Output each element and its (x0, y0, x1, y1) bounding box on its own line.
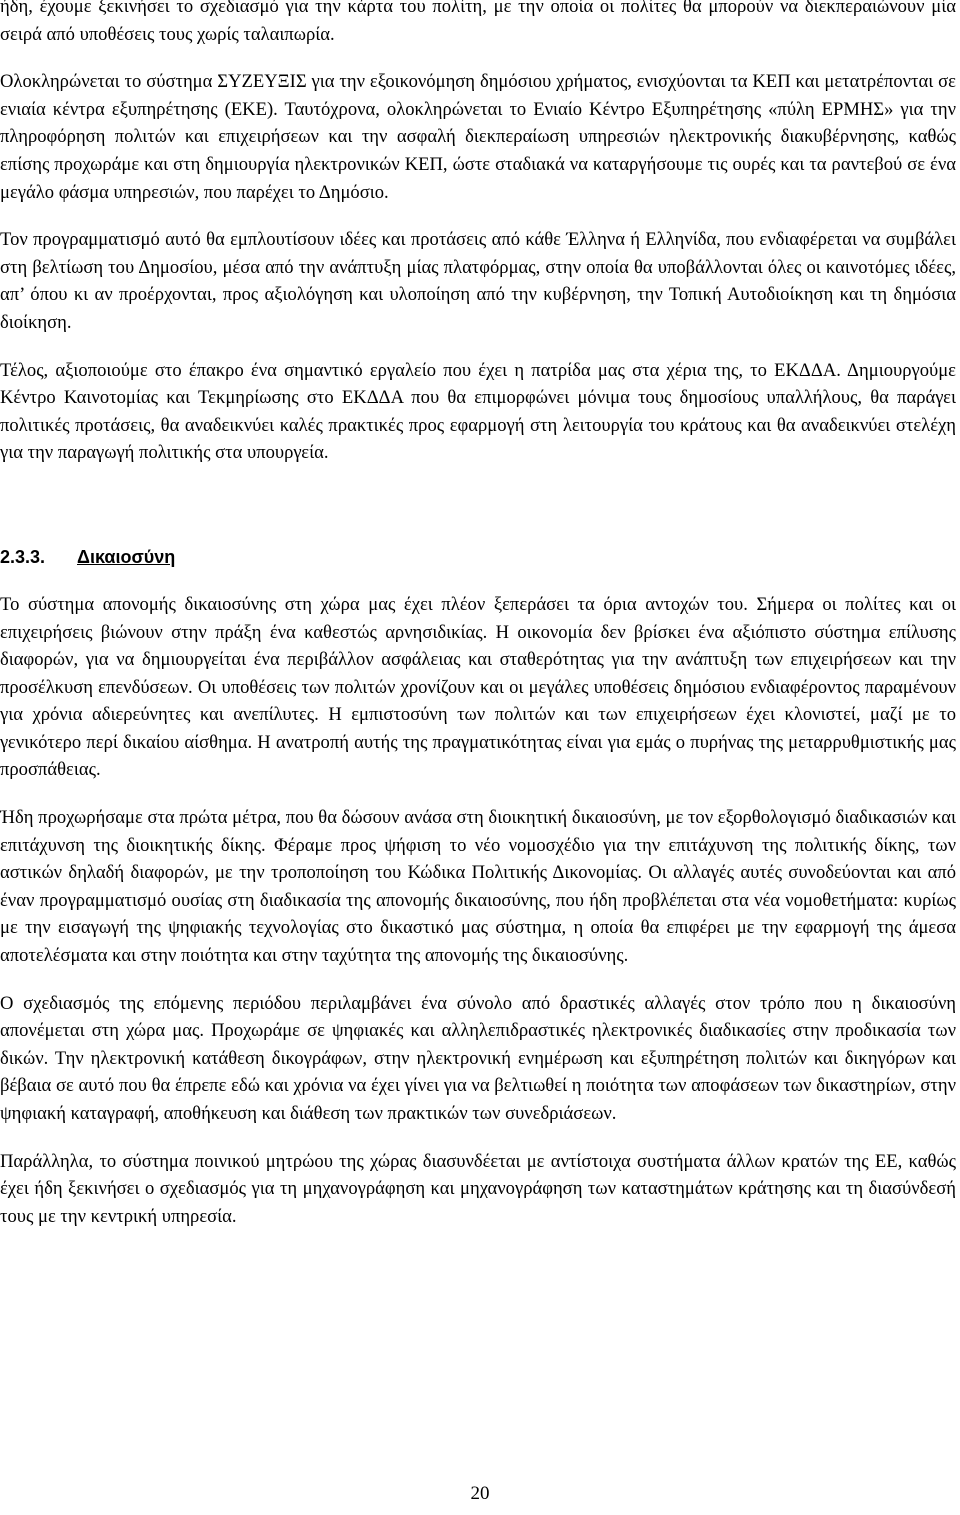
paragraph-first-measures: Ήδη προχωρήσαμε στα πρώτα μέτρα, που θα δώσουν ανάσα στη διοικητική δικαιοσύνη, με τον εξορθολογισμό διαδικασιών και επιτάχυνση της διοικητικής δίκης. Φέραμε προς ψήφιση το νέο νομοσχέδιο για την επιτάχυνση της πολιτικής δίκης, των αστικών δηλαδή διαφορών, με την τροποποίηση του Κώδικα Πολιτικής Δικονομίας. Οι αλλαγές αυτές συνοδεύονται και από έναν προγραμματισμό ουσίας στη διαδικασία της απονομής δικαιοσύνης, που ήδη προβλέπεται στα νέα νομοθετήματα: κυρίως με την εισαγωγή της ψηφιακής τεχνολογίας στο δικαστικό μας σύστημα, η οποία θα επιφέρει με την εφαρμογή της άμεσα αποτελέσματα και στην ποιότητα και στην ταχύτητα της απονομής της δικαιοσύνης. (0, 807, 956, 967)
paragraph-syzefxis: Ολοκληρώνεται το σύστημα ΣΥΖΕΥΞΙΣ για την εξοικονόμηση δημόσιου χρήματος, ενισχύονται τα ΚΕΠ και μετατρέπονται σε ενιαία κέντρα εξυπηρέτησης (ΕΚΕ). Ταυτόχρονα, ολοκληρώνεται το Ενιαίο Κέντρο Εξυπηρέτησης «πύλη ΕΡΜΗΣ» για την πληροφόρηση πολιτών και επιχειρήσεων και την ασφαλή διεκπεραίωση υπηρεσιών ηλεκτρονικής διακυβέρνησης, καθώς επίσης προχωράμε και στη δημιουργία ηλεκτρονικών ΚΕΠ, ώστε σταδιακά να καταργήσουμε τις ουρές και τα ραντεβού σε ένα μεγάλο φάσμα υπηρεσιών, που παρέχει το Δημόσιο. (0, 71, 956, 203)
page-number: 20 (470, 1483, 490, 1504)
paragraph-next-period-plan: Ο σχεδιασμός της επόμενης περιόδου περιλαμβάνει ένα σύνολο από δραστικές αλλαγές στον τρόπο που η δικαιοσύνη απονέμεται στη χώρα μας. Προχωράμε σε ψηφιακές και αλληλεπιδραστικές ηλεκτρονικές διαδικασίες στην προδικασία των δικών. Την ηλεκτρονική κατάθεση δικογράφων, στην ηλεκτρονική ενημέρωση και εξυπηρέτηση πολιτών και δικηγόρων και βέβαια σε αυτό που θα έπρεπε εδώ και χρόνια να έχει γίνει για να βελτιωθεί η ποιότητα των αποφάσεων των δικαστηρίων, στην ψηφιακή καταγραφή, αποθήκευση και διάθεση των πρακτικών των συνεδριάσεων. (0, 992, 956, 1124)
paragraph-ideas-platform: Τον προγραμματισμό αυτό θα εμπλουτίσουν ιδέες και προτάσεις από κάθε Έλληνα ή Ελληνίδα, που ενδιαφέρεται να συμβάλει στη βελτίωση του Δημοσίου, μέσα από την ανάπτυξη μίας πλατφόρμας, στην οποία θα υποβάλλονται όλες οι καινοτόμες ιδέες, απ’ όπου κι αν προέρχονται, προς αξιολόγηση και υλοποίηση από την κυβέρνηση, την Τοπική Αυτοδιοίκηση και τη δημόσια διοίκηση. (0, 229, 956, 333)
section-number: 2.3.3. (0, 546, 46, 567)
paragraph-citizen-card: ήδη, έχουμε ξεκινήσει το σχεδιασμό για την κάρτα του πολίτη, με την οποία οι πολίτες θα μπορούν να διεκπεραιώνουν μία σειρά από υποθέσεις τους χωρίς ταλαιπωρία. (0, 0, 956, 45)
paragraph-criminal-record: Παράλληλα, το σύστημα ποινικού μητρώου της χώρας διασυνδέεται με αντίστοιχα συστήματα άλλων κρατών της ΕΕ, καθώς έχει ήδη ξεκινήσει ο σχεδιασμός για τη μηχανογράφηση και μηχανογράφηση των καταστημάτων κράτησης και τη διασύνδεσή τους με την κεντρική υπηρεσία. (0, 1150, 956, 1227)
paragraph-justice-system: Το σύστημα απονομής δικαιοσύνης στη χώρα μας έχει πλέον ξεπεράσει τα όρια αντοχών του. Σήμερα οι πολίτες και οι επιχειρήσεις βιώνουν στην πράξη ένα καθεστώς αρνησιδικίας. Η οικονομία δεν βρίσκει ένα αξιόπιστο σύστημα επίλυσης διαφορών, για να δημιουργείται ένα περιβάλλον ασφάλειας και σταθερότητας για την ανάπτυξη των επιχειρήσεων και την προσέλκυση επενδύσεων. Οι υποθέσεις των πολιτών χρονίζουν και οι μεγάλες υποθέσεις δημόσιου ενδιαφέροντος παραμένουν για χρόνια αδιερεύνητες και ανεπίλυτες. Η εμπιστοσύνη των πολιτών και των επιχειρήσεων έχει κλονιστεί, μαζί με το γενικότερο περί δικαίου αίσθημα. Η ανατροπή αυτής της πραγματικότητας είναι για εμάς ο πυρήνας της μεταρρυθμιστικής μας προσπάθειας. (0, 593, 956, 781)
section-title: Δικαιοσύνη (77, 546, 176, 567)
section-heading (0, 543, 956, 571)
paragraph-ekdda: Τέλος, αξιοποιούμε στο έπακρο ένα σημαντικό εργαλείο που έχει η πατρίδα μας στα χέρια της, το ΕΚΔΔΑ. Δημιουργούμε Κέντρο Καινοτομίας και Τεκμηρίωσης στο ΕΚΔΔΑ που θα επιμορφώνει μόνιμα τους δημοσίους υπαλλήλους, θα παράγει πολιτικές προτάσεις, θα αναδεικνύει καλές πρακτικές προς εφαρμογή στη λειτουργία του κράτους και θα αναδεικνύει στελέχη για την παραγωγή πολιτικής στα υπουργεία. (0, 359, 956, 464)
